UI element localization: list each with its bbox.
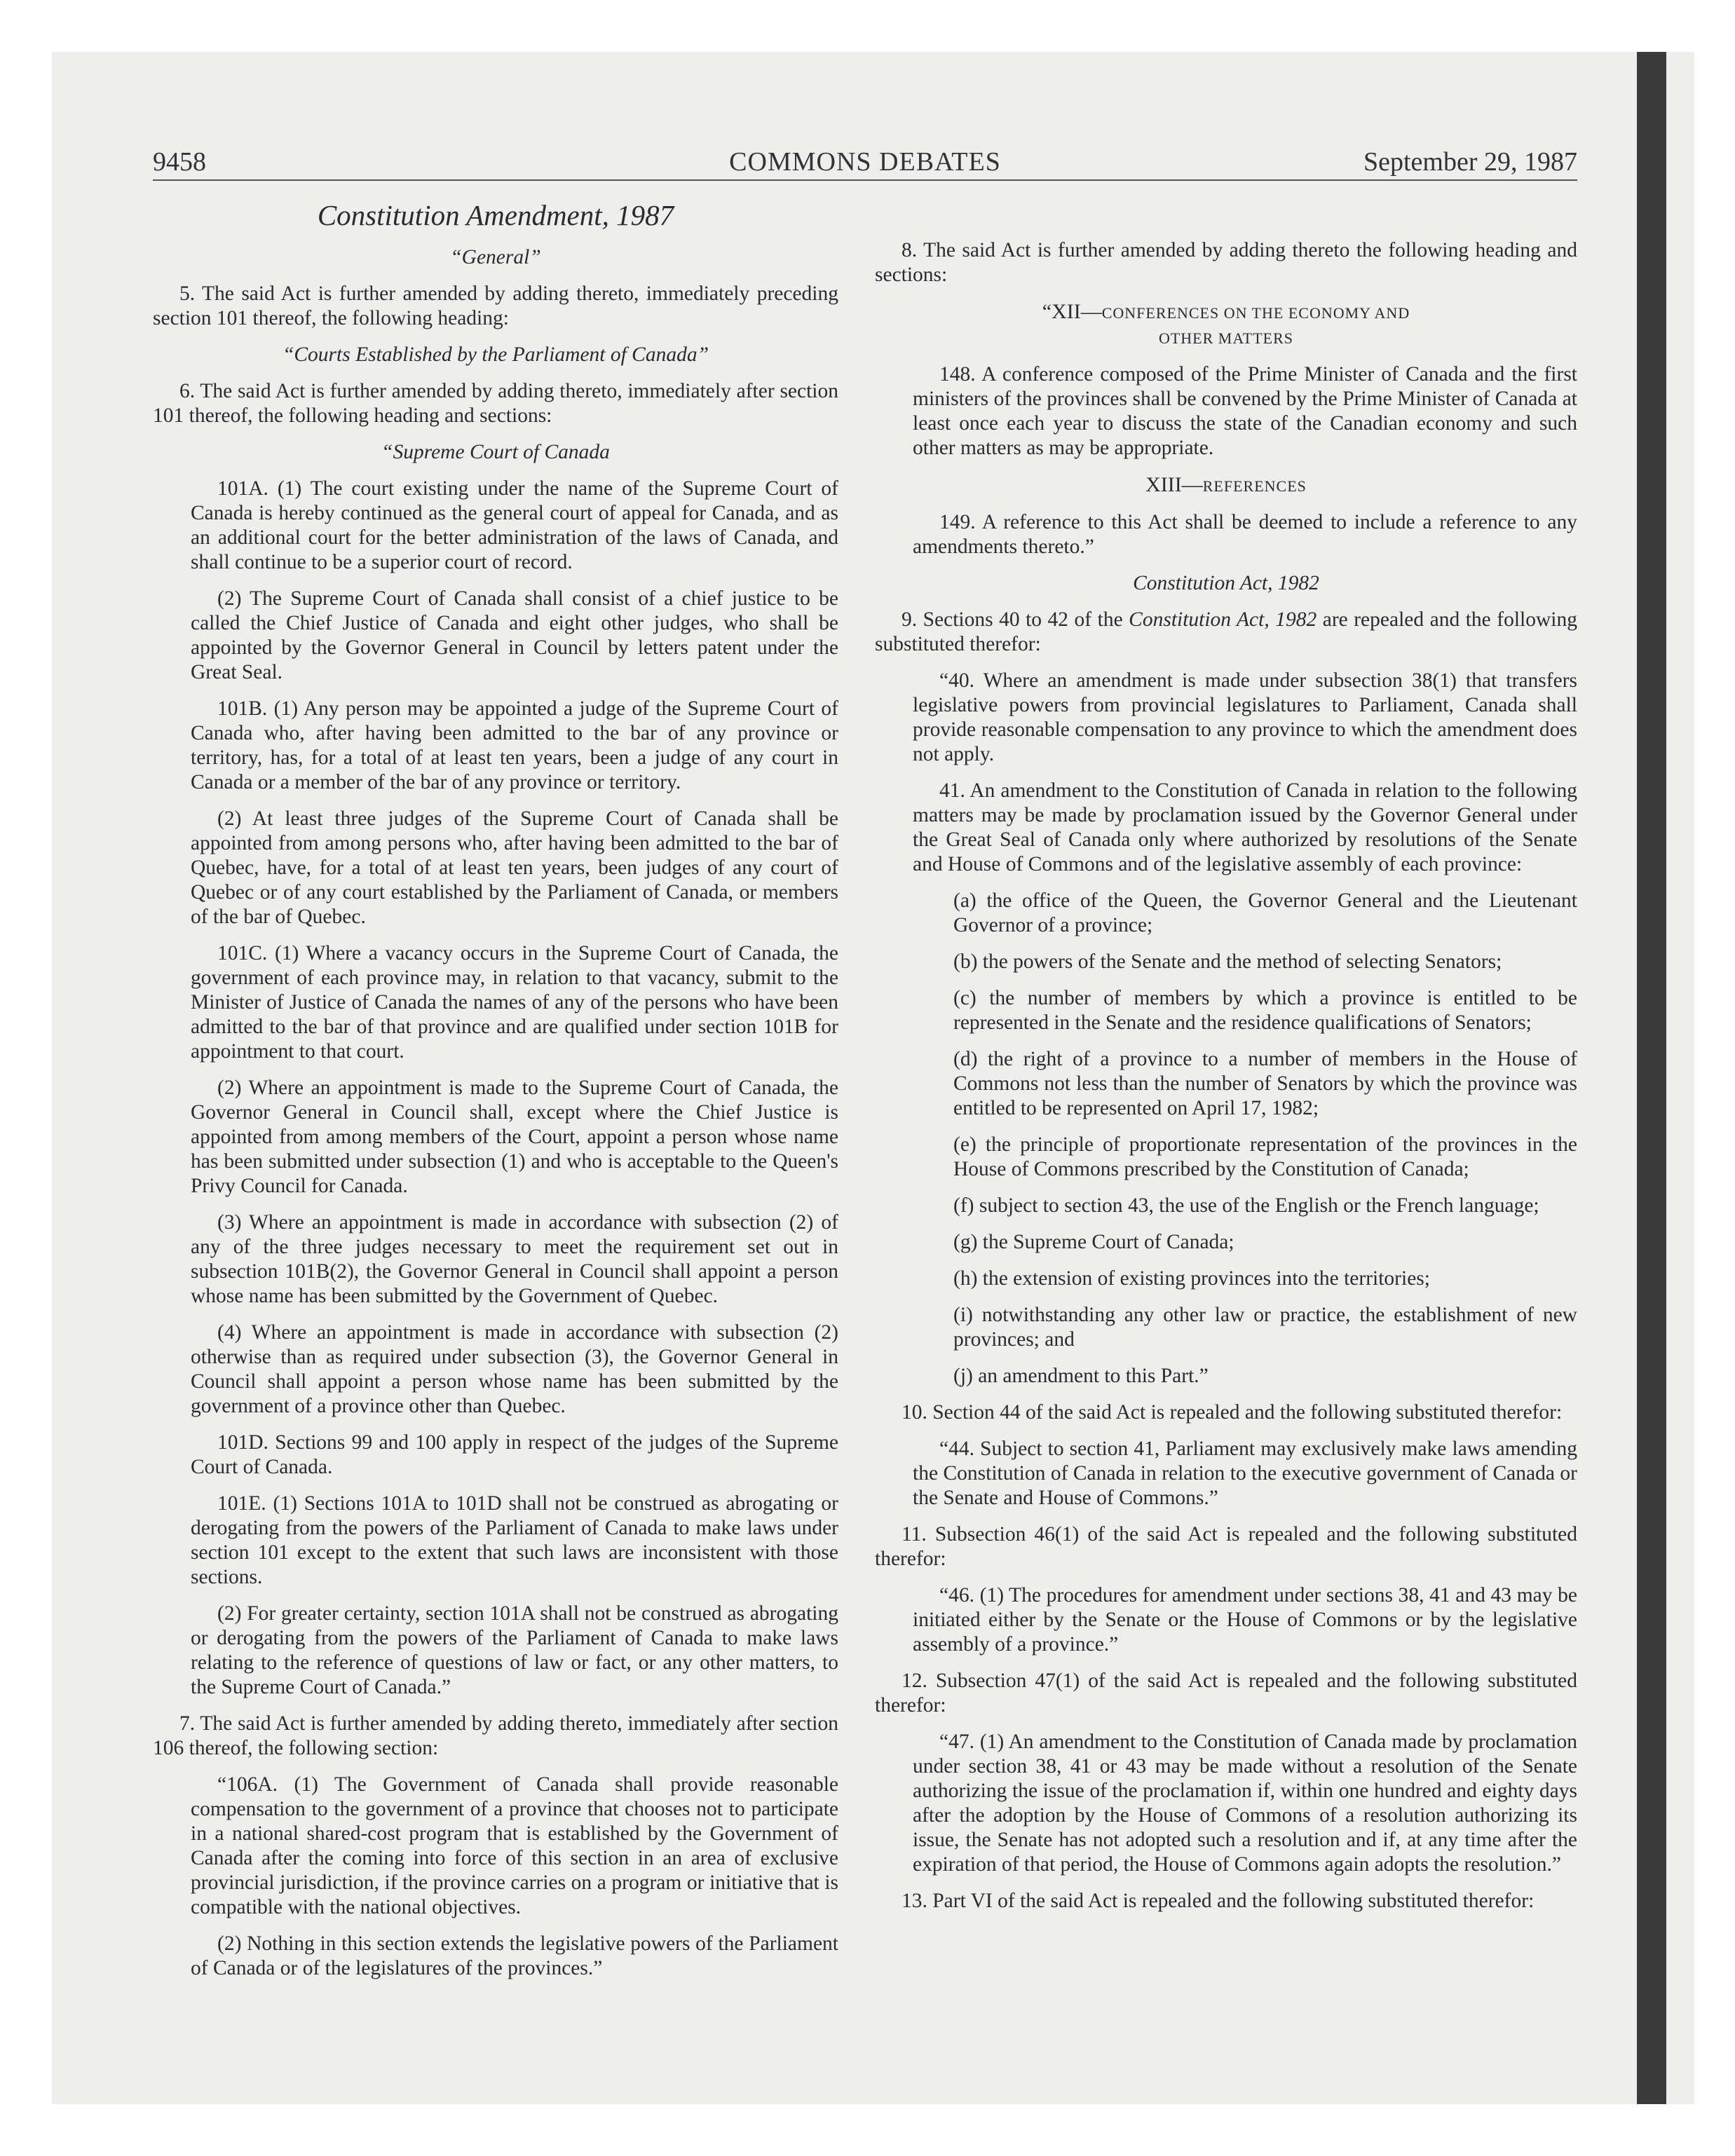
paragraph-9-a: 9. Sections 40 to 42 of the (901, 608, 1129, 631)
paragraph-13: 13. Part VI of the said Act is repealed and the following substituted therefor: (901, 1890, 1535, 1912)
list-item-j: (j) an amendment to this Part.” (953, 1365, 1209, 1387)
paragraph-9-act-name: Constitution Act, 1982 (1129, 608, 1317, 631)
list-item-g: (g) the Supreme Court of Canada; (953, 1231, 1234, 1253)
paragraph-9-b: are repealed and the following substituted therefor: (875, 608, 1577, 655)
list-item-c: (c) the number of members by which a province is entitled to be represented in the Senate and the residence qualifications of Senators; (953, 987, 1577, 1034)
list-item-d: (d) the right of a province to a number of members in the House of Commons not less than the number of Senators by which the province was entitled to be represented on April 17, 1982; (953, 1048, 1577, 1119)
list-item-i: (i) notwithstanding any other law or practice, the establishment of new provinces; and (953, 1304, 1577, 1351)
paragraph-101c-1: 101C. (1) Where a vacancy occurs in the Supreme Court of Canada, the government of each province may, in relation to that vacancy, submit to the Minister of Justice of Canada the names of any of the persons who have been admitted to the bar of that province and are qualified under section 101B for appointment to that court. (191, 942, 838, 1063)
paragraph-12: 12. Subsection 47(1) of the said Act is repealed and the following substituted therefor: (875, 1670, 1577, 1717)
paragraph-40: “40. Where an amendment is made under subsection 38(1) that transfers legislative powers from provincial legislatures to Parliament, Canada shall provide reasonable compensation to any province to which the amendment does not apply. (913, 669, 1577, 765)
right-column (875, 238, 1577, 1925)
paragraph-101e-2: (2) For greater certainty, section 101A shall not be construed as abrogating or derogating from the powers of the Parliament of Canada to make laws relating to the reference of questions of law or fact, or any other matters, to the Supreme Court of Canada.” (191, 1602, 838, 1698)
heading-supreme-court: “Supreme Court of Canada (381, 441, 610, 463)
paragraph-101e-1: 101E. (1) Sections 101A to 101D shall not be construed as abrogating or derogating from the powers of the Parliament of Canada to make laws under section 101 except to the extent that such laws are inconsistent with those sections. (191, 1492, 838, 1588)
paragraph-5: 5. The said Act is further amended by adding thereto, immediately preceding section 101 thereof, the following heading: (153, 282, 838, 329)
list-item-e: (e) the principle of proportionate representation of the provinces in the House of Commons prescribed by the Constitution of Canada; (953, 1133, 1577, 1180)
paragraph-101a-1: 101A. (1) The court existing under the name of the Supreme Court of Canada is hereby continued as the general court of appeal for Canada, and as an additional court for the better administration of the laws of Canada, and shall continue to be a superior court of record. (191, 477, 838, 573)
paragraph-148: 148. A conference composed of the Prime Minister of Canada and the first ministers of the provinces shall be convened by the Prime Minister of Canada at least once each year to discuss the state of the Canadian economy and such other matters as may be appropriate. (913, 363, 1577, 459)
header-rule (153, 179, 1577, 181)
paragraph-10: 10. Section 44 of the said Act is repealed and the following substituted therefor: (901, 1401, 1563, 1424)
paragraph-6: 6. The said Act is further amended by adding thereto, immediately after section 101 thereof, the following heading and sections: (153, 380, 838, 427)
list-item-b: (b) the powers of the Senate and the method of selecting Senators; (953, 950, 1502, 973)
heading-xii (875, 299, 1577, 350)
heading-constitution-act-1982: Constitution Act, 1982 (1133, 572, 1319, 594)
left-column (153, 198, 838, 1993)
paragraph-101d: 101D. Sections 99 and 100 apply in respect of the judges of the Supreme Court of Canada. (191, 1431, 838, 1478)
heading-xiii (875, 472, 1577, 498)
page-number: 9458 (153, 147, 206, 177)
paragraph-101c-3: (3) Where an appointment is made in accordance with subsection (2) of any of the three judges necessary to meet the requirement set out in subsection 101B(2), the Governor General in Council shall appoint a person whose name has been submitted by the Government of Quebec. (191, 1211, 838, 1307)
heading-general: “General” (450, 246, 541, 268)
heading-xiii-number: XIII— (1145, 473, 1203, 496)
heading-xii-number: “XII— (1042, 300, 1102, 323)
paragraph-101a-2: (2) The Supreme Court of Canada shall consist of a chief justice to be called the Chief Justice of Canada and eight other judges, who shall be appointed by the Governor General in Council by letters patent under the Great Seal. (191, 587, 838, 683)
paragraph-8: 8. The said Act is further amended by adding thereto the following heading and sections: (875, 239, 1577, 286)
paragraph-47: “47. (1) An amendment to the Constitution of Canada made by proclamation under section 38, 41 or 43 may be made without a resolution of the Senate authorizing the issue of the proclamation if, within one hundred and eighty days after the adoption by the House of Commons of a resolution authorizing its issue, the Senate has not adopted such a resolution and if, at any time after the expiration of that period, the House of Commons again adopts the resolution.” (913, 1731, 1577, 1876)
paragraph-106a-1: “106A. (1) The Government of Canada shall provide reasonable compensation to the government of a province that chooses not to participate in a national shared-cost program that is established by the Government of Canada after the coming into force of this section in an area of exclusive provincial jurisdiction, if the province carries on a program or initiative that is compatible with the national objectives. (191, 1773, 838, 1918)
paragraph-46: “46. (1) The procedures for amendment under sections 38, 41 and 43 may be initiated either by the Senate or the House of Commons or by the legislative assembly of a province.” (913, 1584, 1577, 1656)
paragraph-101c-4: (4) Where an appointment is made in accordance with subsection (2) otherwise than as required under subsection (3), the Governor General in Council shall appoint a person whose name has been submitted by the government of a province other than Quebec. (191, 1321, 838, 1417)
section-title: Constitution Amendment, 1987 (317, 199, 674, 231)
heading-xii-text-2: OTHER MATTERS (1158, 329, 1294, 347)
heading-xii-text: CONFERENCES ON THE ECONOMY AND (1101, 304, 1410, 322)
paragraph-41: 41. An amendment to the Constitution of Canada in relation to the following matters may be made by proclamation issued by the Governor General under the Great Seal of Canada only where authorized by resolutions of the Senate and House of Commons and of the legislative assembly of each province: (913, 779, 1577, 875)
list-item-h: (h) the extension of existing provinces into the territories; (953, 1267, 1430, 1290)
paragraph-101b-2: (2) At least three judges of the Supreme Court of Canada shall be appointed from among persons who, after having been admitted to the bar of Quebec, have, for a total of at least ten years, been judges of any court of Quebec or of any court established by the Parliament of Canada, or members of the bar of Quebec. (191, 807, 838, 928)
heading-xiii-text: REFERENCES (1202, 477, 1307, 495)
page-header (153, 144, 1577, 179)
paragraph-9 (875, 608, 1577, 657)
scan-edge (1637, 52, 1666, 2104)
list-item-f: (f) subject to section 43, the use of the English or the French language; (953, 1194, 1539, 1217)
paragraph-101c-2: (2) Where an appointment is made to the Supreme Court of Canada, the Governor General in Council shall, except where the Chief Justice is appointed from among members of the Court, appoint a person whose name has been submitted under subsection (1) and who is acceptable to the Queen's Privy Council for Canada. (191, 1077, 838, 1197)
list-item-a: (a) the office of the Queen, the Governor General and the Lieutenant Governor of a province; (953, 889, 1577, 936)
paragraph-106a-2: (2) Nothing in this section extends the legislative powers of the Parliament of Canada or of the legislatures of the provinces.” (191, 1932, 838, 1979)
publication-title: COMMONS DEBATES (729, 147, 1001, 177)
paragraph-101b-1: 101B. (1) Any person may be appointed a judge of the Supreme Court of Canada who, after having been admitted to the bar of any province or territory, has, for a total of at least ten years, been a judge of any court in Canada or a member of the bar of any province or territory. (191, 697, 838, 793)
publication-date: September 29, 1987 (1363, 147, 1577, 177)
paragraph-11: 11. Subsection 46(1) of the said Act is repealed and the following substituted therefor: (875, 1523, 1577, 1570)
paragraph-44: “44. Subject to section 41, Parliament may exclusively make laws amending the Constitution of Canada in relation to the executive government of Canada or the Senate and House of Commons.” (913, 1438, 1577, 1509)
paragraph-7: 7. The said Act is further amended by adding thereto, immediately after section 106 thereof, the following section: (153, 1712, 838, 1759)
heading-courts: “Courts Established by the Parliament of Canada” (282, 343, 709, 366)
paragraph-149: 149. A reference to this Act shall be deemed to include a reference to any amendments thereto.” (913, 511, 1577, 558)
